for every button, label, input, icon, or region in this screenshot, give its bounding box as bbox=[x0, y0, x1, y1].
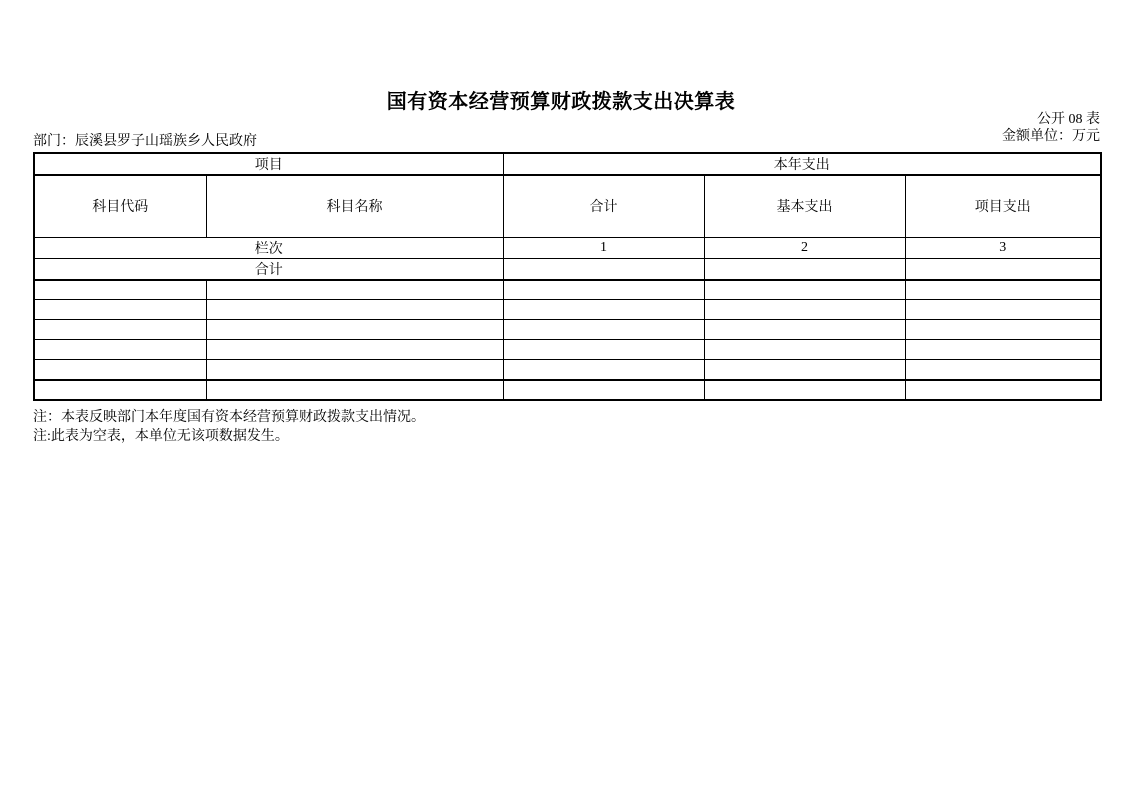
total-value-total bbox=[503, 258, 704, 280]
column-index-label: 栏次 bbox=[34, 237, 503, 258]
total-value-project bbox=[905, 258, 1101, 280]
page-title: 国有资本经营预算财政拨款支出决算表 bbox=[386, 91, 736, 113]
empty-cell bbox=[206, 320, 503, 340]
empty-cell bbox=[905, 320, 1101, 340]
empty-cell bbox=[206, 380, 503, 400]
group-header-row bbox=[34, 153, 1101, 175]
note-line-1: 注：本表反映部门本年度国有资本经营预算财政拨款支出情况。 bbox=[33, 410, 425, 425]
empty-cell bbox=[34, 300, 206, 320]
empty-rows bbox=[34, 280, 1101, 400]
empty-cell bbox=[34, 340, 206, 360]
empty-cell bbox=[34, 280, 206, 300]
empty-data-row bbox=[34, 360, 1101, 380]
empty-cell bbox=[905, 280, 1101, 300]
header-meta bbox=[1002, 111, 1100, 145]
note-line-2: 注:此表为空表，本单位无该项数据发生。 bbox=[33, 428, 289, 444]
empty-data-row bbox=[34, 340, 1101, 360]
empty-data-row bbox=[34, 320, 1101, 340]
empty-cell bbox=[905, 360, 1101, 380]
total-row-label: 合计 bbox=[34, 258, 503, 280]
empty-cell bbox=[905, 340, 1101, 360]
empty-cell bbox=[704, 380, 905, 400]
total-row bbox=[34, 258, 1101, 280]
empty-cell bbox=[905, 300, 1101, 320]
empty-data-row bbox=[34, 280, 1101, 300]
empty-cell bbox=[704, 360, 905, 380]
empty-cell bbox=[905, 380, 1101, 400]
col-header-subject-name: 科目名称 bbox=[206, 175, 503, 237]
empty-data-row bbox=[34, 380, 1101, 400]
group-header-project: 项目 bbox=[34, 153, 503, 175]
table-code: 公开 08 表 bbox=[1037, 112, 1100, 127]
empty-cell bbox=[503, 280, 704, 300]
empty-cell bbox=[503, 340, 704, 360]
empty-cell bbox=[503, 320, 704, 340]
empty-cell bbox=[503, 360, 704, 380]
empty-cell bbox=[704, 280, 905, 300]
header-rows bbox=[34, 153, 1101, 280]
col-header-total: 合计 bbox=[503, 175, 704, 237]
empty-cell bbox=[704, 320, 905, 340]
footnotes bbox=[33, 409, 425, 446]
column-header-row bbox=[34, 175, 1101, 237]
empty-cell bbox=[206, 300, 503, 320]
empty-cell bbox=[34, 380, 206, 400]
empty-data-row bbox=[34, 300, 1101, 320]
col-header-project-expense: 项目支出 bbox=[905, 175, 1101, 237]
group-header-current-year-expense: 本年支出 bbox=[503, 153, 1101, 175]
unit-label: 金额单位：万元 bbox=[1002, 129, 1100, 144]
column-index-3: 3 bbox=[905, 237, 1101, 258]
column-index-1: 1 bbox=[503, 237, 704, 258]
empty-cell bbox=[34, 360, 206, 380]
col-header-basic-expense: 基本支出 bbox=[704, 175, 905, 237]
empty-cell bbox=[206, 360, 503, 380]
empty-cell bbox=[206, 340, 503, 360]
department-label: 部门：辰溪县罗子山瑶族乡人民政府 bbox=[33, 134, 257, 149]
column-index-2: 2 bbox=[704, 237, 905, 258]
total-value-basic bbox=[704, 258, 905, 280]
empty-cell bbox=[704, 340, 905, 360]
empty-cell bbox=[34, 320, 206, 340]
empty-cell bbox=[206, 280, 503, 300]
column-index-row bbox=[34, 237, 1101, 258]
empty-cell bbox=[503, 300, 704, 320]
empty-cell bbox=[704, 300, 905, 320]
empty-cell bbox=[503, 380, 704, 400]
expenditure-table bbox=[33, 152, 1102, 401]
col-header-subject-code: 科目代码 bbox=[34, 175, 206, 237]
